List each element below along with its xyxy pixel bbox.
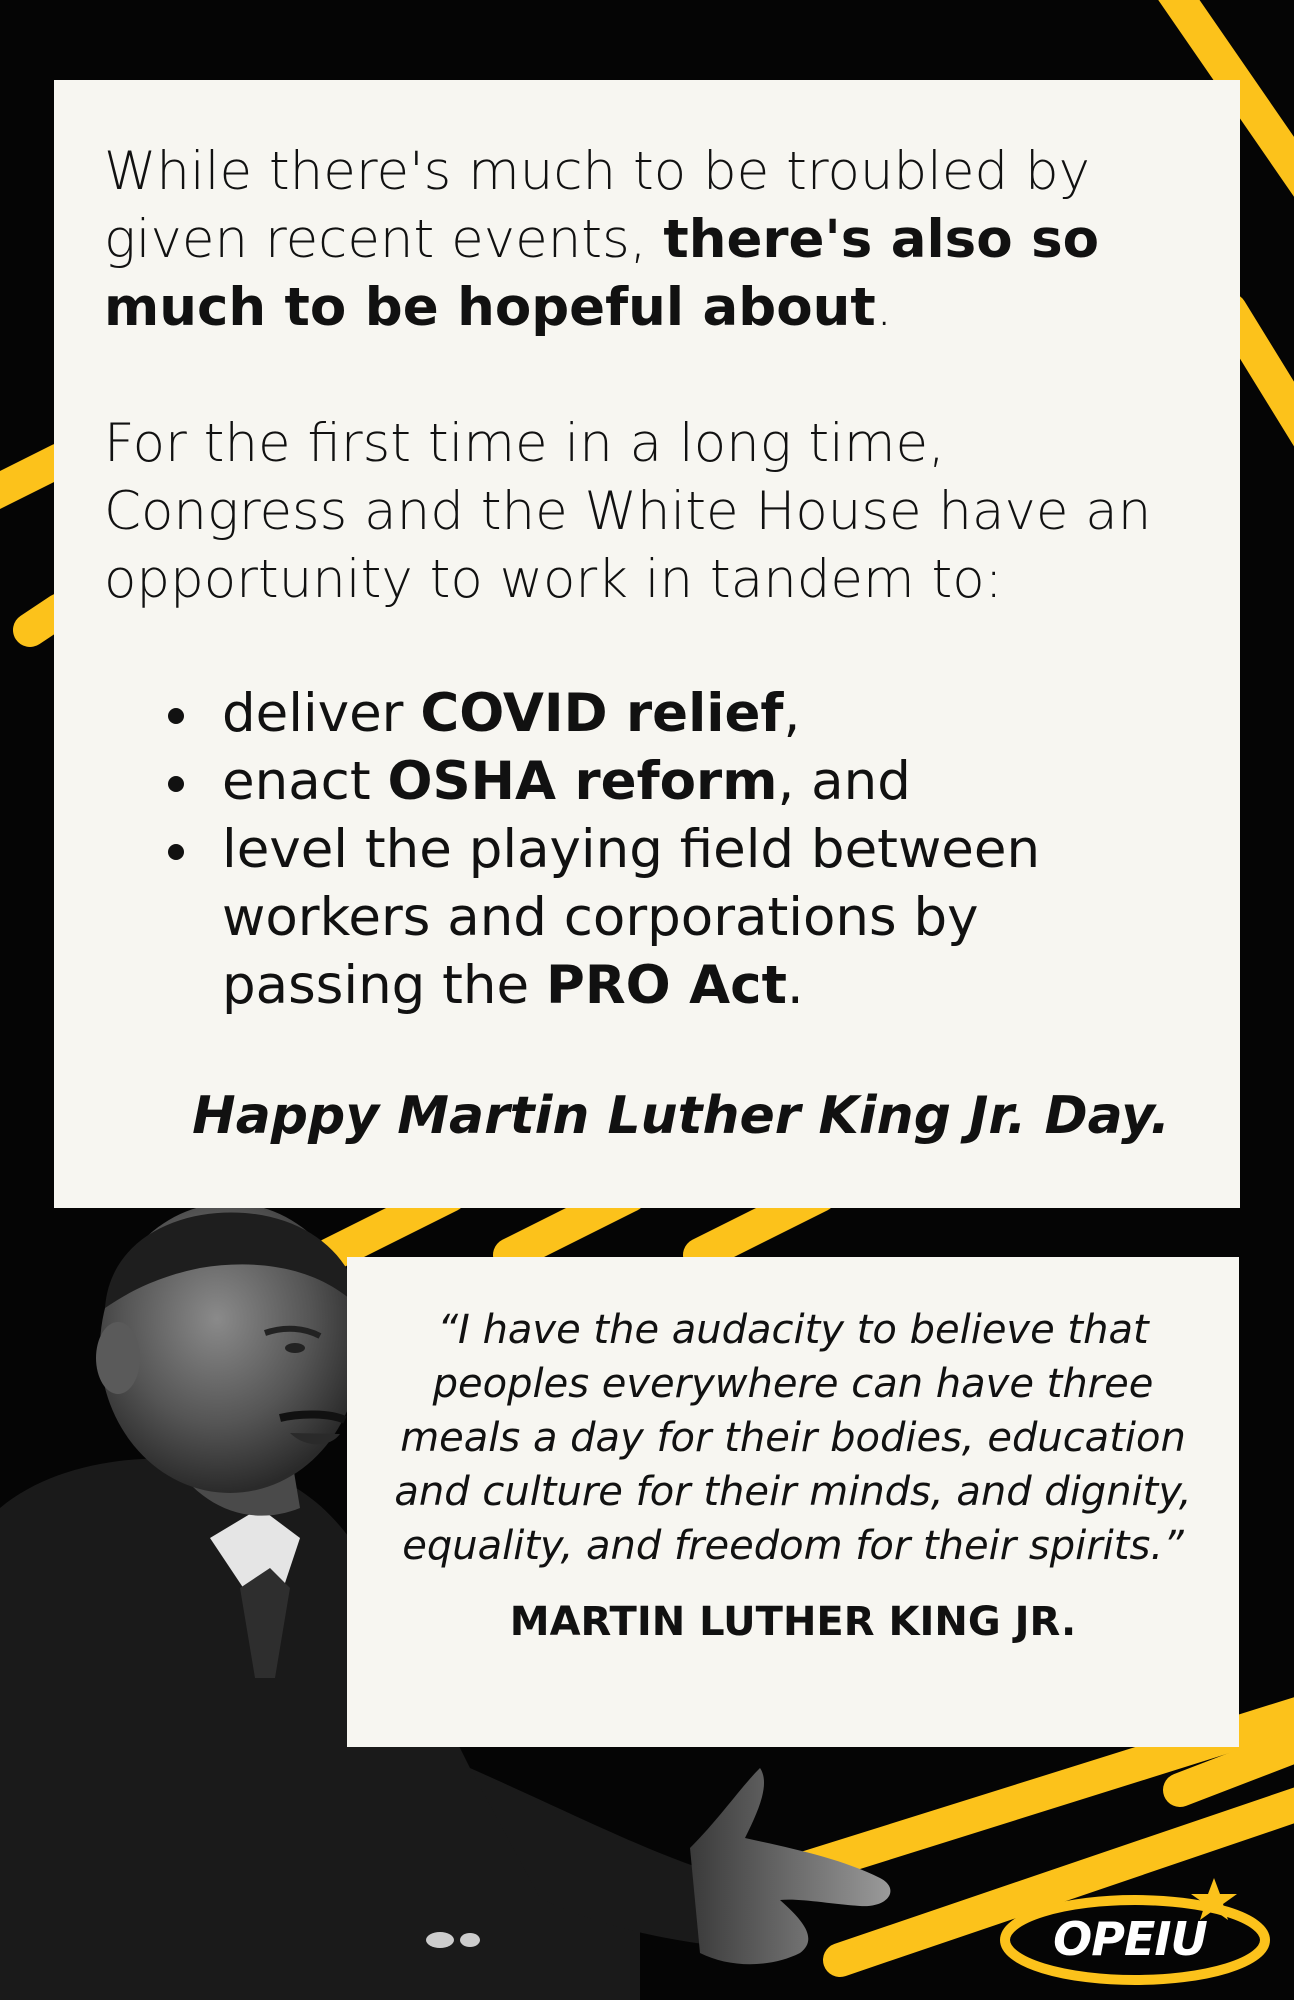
bullet-icon [168,844,184,860]
bullet-text-bold: PRO Act [545,955,787,1016]
list-item [104,748,1190,816]
logo-wordmark: OPEIU [1053,1912,1207,1966]
quote-text: “I have the audacity to believe that peoples everywhere can have three meals a day for their bodies, education and culture for their minds, and dignity, equality, and freedom for their spirits.” [394,1307,1192,1569]
bullet-text-post: , and [777,751,911,812]
bullet-text-pre: deliver [222,683,421,744]
intro-bold: there's also so much to be hopeful about [104,209,1100,338]
bullet-text-post: . [786,955,804,1016]
intro-paragraph [104,138,1190,342]
closing-greeting: Happy Martin Luther King Jr. Day. [192,1086,1170,1146]
quote-card [347,1257,1239,1747]
bullet-text-pre: level the playing field between workers and corporations by passing the [222,819,1041,1016]
intro-end: . [875,277,893,338]
bullet-icon [168,776,184,792]
opportunity-paragraph: For the first time in a long time, Congress and the White House have an opportunity to work in tandem to: [104,413,1152,610]
action-list [104,680,1190,1020]
intro-lead: While there's much to be troubled by given recent events, [104,141,1090,270]
quote-author: MARTIN LUTHER KING JR. [509,1599,1077,1645]
list-item [104,680,1190,748]
bullet-text-pre: enact [222,751,388,812]
bullet-text-bold: COVID relief [420,683,784,744]
bullet-text-bold: OSHA reform [387,751,778,812]
bullet-text-post: , [783,683,801,744]
list-item [104,816,1190,1020]
bullet-icon [168,708,184,724]
message-card [54,80,1240,1208]
